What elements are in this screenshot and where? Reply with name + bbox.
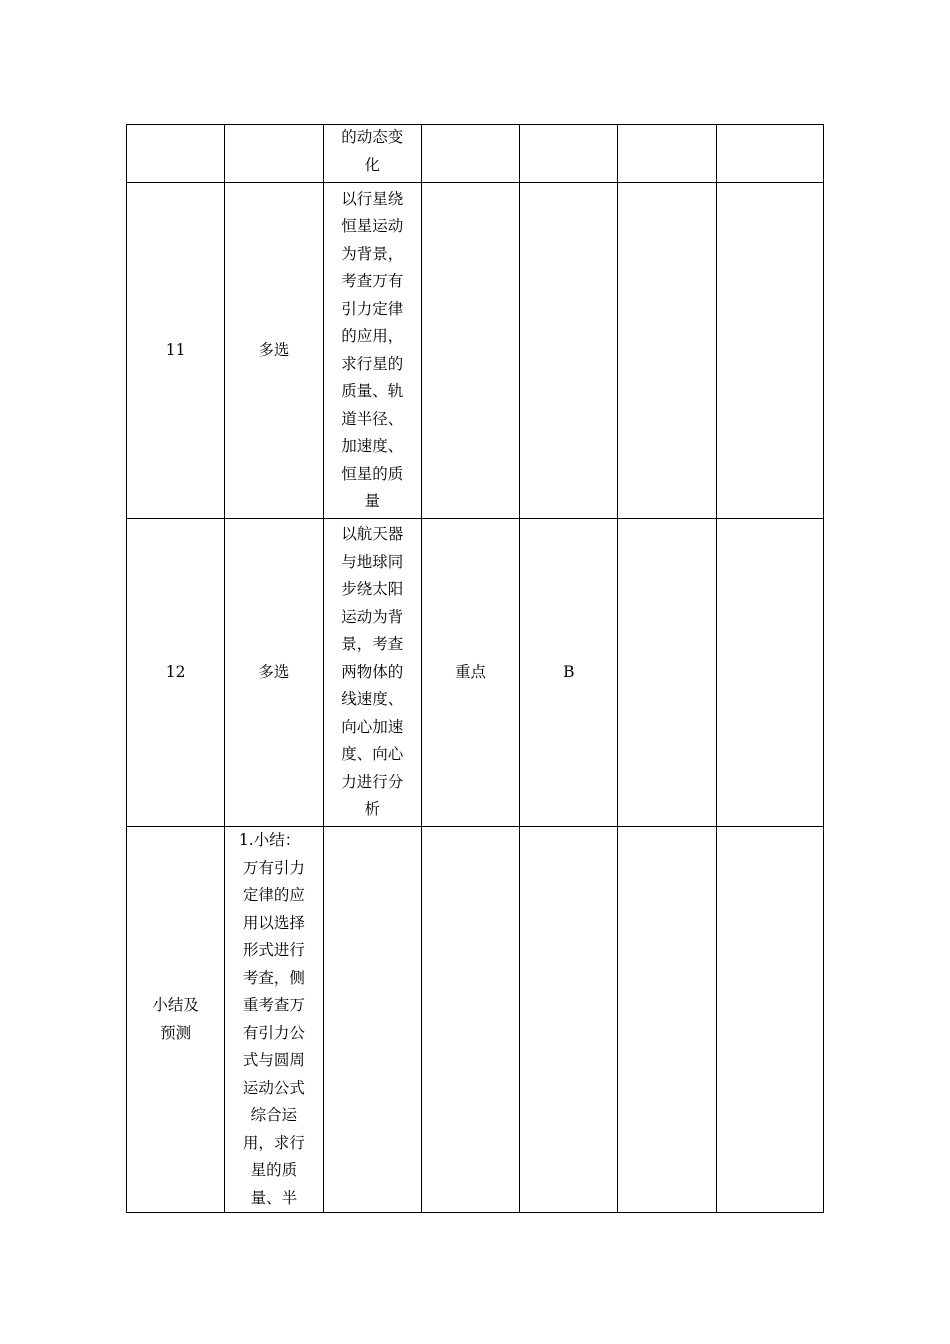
summary-content-cell	[225, 827, 323, 1213]
content-cell	[323, 125, 421, 183]
question-number-cell	[127, 125, 225, 183]
summary-label-cell	[127, 827, 225, 1213]
content-cell	[323, 183, 421, 519]
table-row	[127, 519, 824, 827]
difficulty-text: B	[563, 662, 575, 681]
question-number-cell	[127, 519, 225, 827]
empty-cell	[323, 827, 421, 1213]
question-type-cell	[225, 125, 323, 183]
table-row	[127, 183, 824, 519]
difficulty-cell	[520, 125, 618, 183]
empty-cell	[716, 183, 823, 519]
difficulty-cell	[520, 519, 618, 827]
question-type: 多选	[258, 340, 290, 359]
question-number: 12	[165, 662, 186, 681]
question-type-cell	[225, 519, 323, 827]
summary-label: 小结及预测	[152, 996, 199, 1042]
empty-cell	[618, 827, 716, 1213]
question-type: 多选	[258, 662, 290, 681]
level-cell	[421, 125, 519, 183]
table-row	[127, 827, 824, 1213]
content-text: 以航天器与地球同步绕太阳运动为背景，考查两物体的线速度、向心加速度、向心力进行分析	[341, 525, 404, 819]
summary-text: 万有引力定律的应用以选择形式进行考查，侧重考查万有引力公式与圆周运动公式综合运用，求行星的质量、半	[242, 858, 305, 1207]
question-type-cell	[225, 183, 323, 519]
difficulty-cell	[520, 183, 618, 519]
level-text: 重点	[454, 662, 486, 681]
level-cell	[421, 519, 519, 827]
empty-cell	[716, 827, 823, 1213]
content-text: 以行星绕恒星运动为背景，考查万有引力定律的应用，求行星的质量、轨道半径、加速度、恒星的质量	[341, 189, 404, 510]
empty-cell	[716, 519, 823, 827]
question-number-cell	[127, 183, 225, 519]
level-cell	[421, 183, 519, 519]
question-number: 11	[165, 340, 186, 359]
content-cell	[323, 519, 421, 827]
empty-cell	[618, 519, 716, 827]
content-text: 的动态变化	[341, 128, 404, 174]
analysis-table	[126, 124, 824, 1213]
empty-cell	[618, 183, 716, 519]
empty-cell	[618, 125, 716, 183]
summary-heading: 1.小结：	[238, 831, 301, 849]
empty-cell	[716, 125, 823, 183]
empty-cell	[520, 827, 618, 1213]
table-row	[127, 125, 824, 183]
empty-cell	[421, 827, 519, 1213]
